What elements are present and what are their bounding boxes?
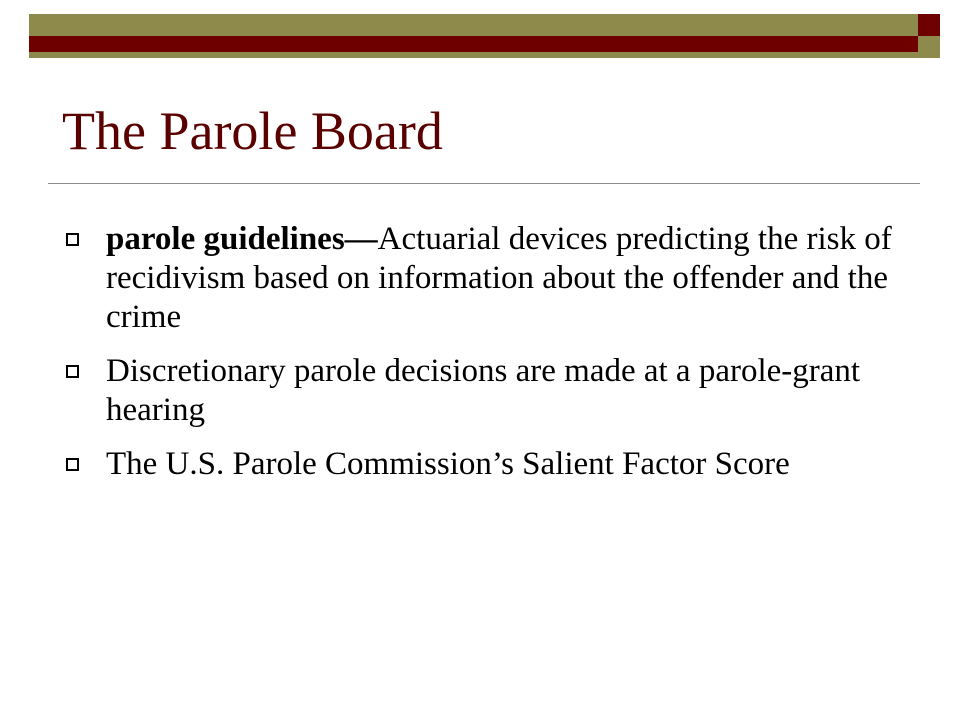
bullet-item <box>58 445 918 484</box>
hollow-square-bullet-icon <box>66 233 79 246</box>
hollow-square-bullet-icon <box>66 458 79 471</box>
top-bar-red-band <box>29 36 918 52</box>
corner-olive-square <box>918 36 940 58</box>
top-bar-olive-band <box>29 14 918 36</box>
bullet-item <box>58 352 918 430</box>
slide-title: The Parole Board <box>62 101 443 161</box>
decorative-top-bar <box>0 14 960 62</box>
bullet-text: Actuarial devices predicting the risk of recidivism based on information about the offender and the crime <box>106 221 892 335</box>
bullet-item <box>58 220 918 337</box>
bullet-list <box>58 220 918 499</box>
corner-red-square <box>918 14 940 36</box>
bullet-term: parole guidelines— <box>106 221 378 257</box>
title-divider <box>48 183 920 184</box>
hollow-square-bullet-icon <box>66 365 79 378</box>
top-bar-olive-stripe <box>29 52 918 58</box>
bullet-text: The U.S. Parole Commission’s Salient Factor Score <box>106 446 790 482</box>
bullet-text: Discretionary parole decisions are made at a parole-grant hearing <box>106 353 861 428</box>
